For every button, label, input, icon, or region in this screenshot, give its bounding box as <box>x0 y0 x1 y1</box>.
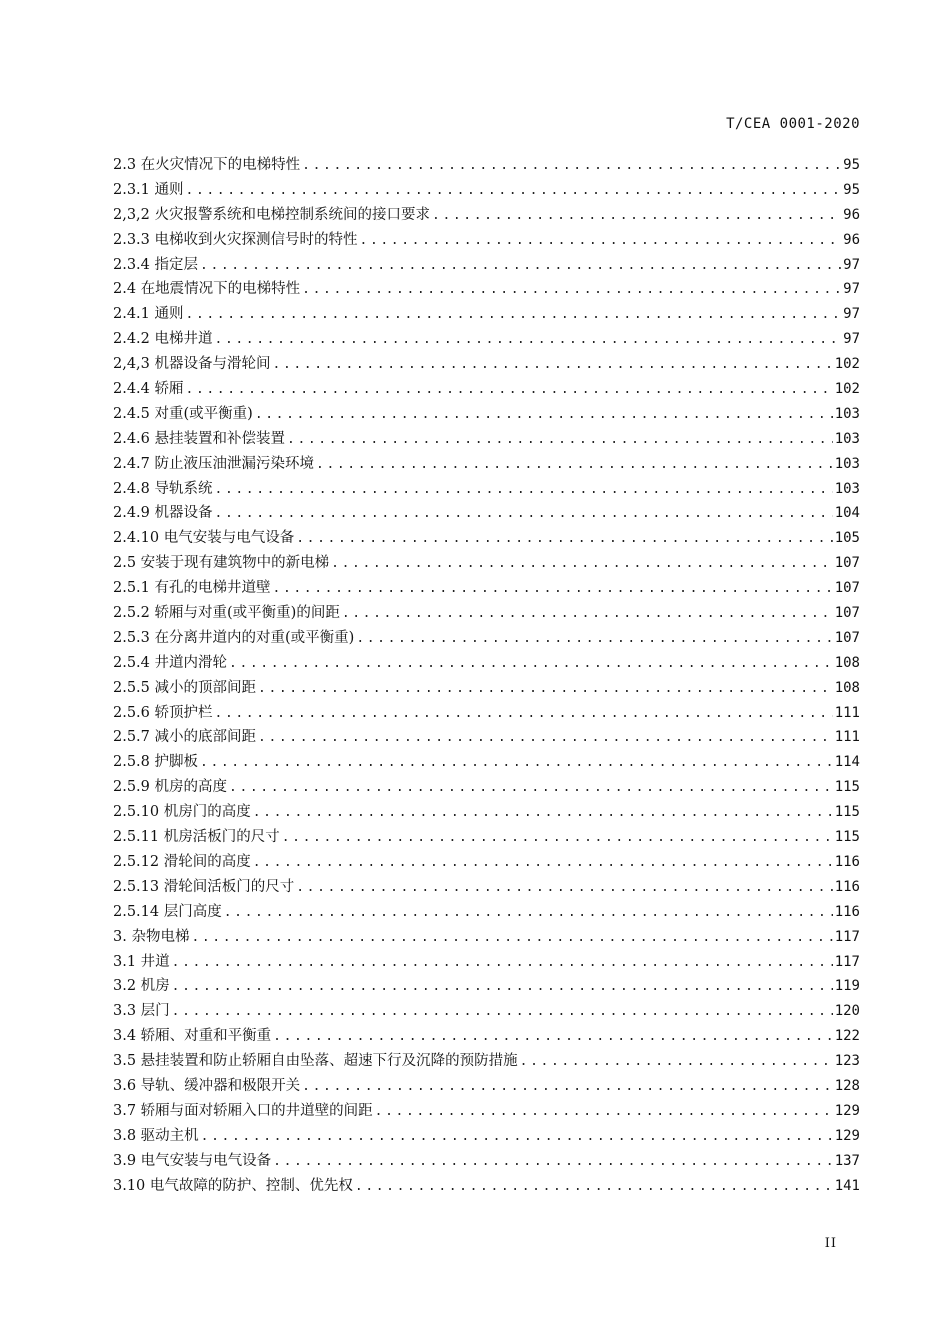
toc-entry-title: 2.5.9 机房的高度 <box>113 779 228 796</box>
toc-entry-title: 2.5.3 在分离井道内的对重(或平衡重) <box>113 629 355 646</box>
toc-entry-page: 108 <box>834 679 860 696</box>
toc-entry-page: 108 <box>834 654 860 671</box>
toc-entry-page: 105 <box>834 530 860 547</box>
toc-entry[interactable] <box>113 1174 860 1199</box>
toc-entry-page: 103 <box>834 455 860 472</box>
toc-entry-title: 2.4.9 机器设备 <box>113 505 213 522</box>
toc-dot-leader <box>186 179 842 204</box>
toc-entry-page: 120 <box>834 1003 860 1020</box>
toc-entry-page: 107 <box>834 605 860 622</box>
toc-entry-title: 2.4.10 电气安装与电气设备 <box>113 530 295 547</box>
toc-dot-leader <box>273 577 833 602</box>
toc-entry-page: 137 <box>834 1152 860 1169</box>
toc-entry-page: 111 <box>834 729 860 746</box>
toc-entry-title: 2.3.3 电梯收到火灾探测信号时的特性 <box>113 231 358 248</box>
toc-entry[interactable] <box>113 775 860 800</box>
toc-entry-page: 117 <box>834 953 860 970</box>
toc-dot-leader <box>273 353 833 378</box>
toc-dot-leader <box>302 1075 833 1100</box>
toc-entry-page: 103 <box>834 430 860 447</box>
toc-entry-page: 115 <box>834 829 860 846</box>
toc-entry-page: 96 <box>843 231 860 248</box>
toc-entry[interactable] <box>113 277 860 302</box>
toc-entry-title: 3.7 轿厢与面对轿厢入口的井道壁的间距 <box>113 1102 373 1119</box>
toc-entry[interactable] <box>113 402 860 427</box>
toc-entry-page: 103 <box>834 480 860 497</box>
toc-entry[interactable] <box>113 477 860 502</box>
toc-entry-title: 2.4.7 防止液压油泄漏污染环境 <box>113 455 315 472</box>
toc-dot-leader <box>215 502 833 527</box>
toc-entry-page: 128 <box>834 1077 860 1094</box>
toc-entry-title: 3.6 导轨、缓冲器和极限开关 <box>113 1077 301 1094</box>
toc-entry-title: 2.5 安装于现有建筑物中的新电梯 <box>113 555 330 572</box>
toc-entry-page: 97 <box>843 256 860 273</box>
toc-entry-title: 2.4.2 电梯井道 <box>113 331 213 348</box>
toc-dot-leader <box>201 1125 833 1150</box>
toc-entry[interactable] <box>113 999 860 1024</box>
toc-entry-page: 103 <box>834 405 860 422</box>
toc-entry-title: 3.1 井道 <box>113 953 170 970</box>
toc-entry-title: 3.8 驱动主机 <box>113 1127 199 1144</box>
toc-dot-leader <box>273 1150 833 1175</box>
toc-dot-leader <box>355 1175 833 1200</box>
toc-dot-leader <box>215 478 833 503</box>
toc-entry[interactable] <box>113 526 860 551</box>
toc-dot-leader <box>253 851 833 876</box>
table-of-contents <box>113 153 860 1198</box>
toc-entry-page: 107 <box>834 629 860 646</box>
toc-entry-title: 2.5.4 井道内滑轮 <box>113 654 228 671</box>
toc-entry-title: 2.4.6 悬挂装置和补偿装置 <box>113 430 286 447</box>
toc-entry-page: 115 <box>834 804 860 821</box>
toc-entry-title: 2.4.1 通则 <box>113 306 184 323</box>
toc-dot-leader <box>200 254 841 279</box>
toc-entry-page: 119 <box>834 978 860 995</box>
toc-entry-page: 129 <box>834 1102 860 1119</box>
document-code: T/CEA 0001-2020 <box>726 116 860 132</box>
toc-entry-title: 3.10 电气故障的防护、控制、优先权 <box>113 1177 353 1194</box>
toc-entry-page: 116 <box>834 903 860 920</box>
toc-entry-page: 116 <box>834 878 860 895</box>
toc-entry-page: 107 <box>834 555 860 572</box>
toc-entry-title: 2.3 在火灾情况下的电梯特性 <box>113 157 301 173</box>
toc-entry-title: 2.5.5 减小的顶部间距 <box>113 679 257 696</box>
toc-dot-leader <box>316 453 833 478</box>
toc-entry-title: 2,4,3 机器设备与滑轮间 <box>113 356 271 373</box>
toc-entry-page: 117 <box>834 928 860 945</box>
toc-dot-leader <box>520 1050 833 1075</box>
toc-entry-title: 2.5.14 层门高度 <box>113 903 222 920</box>
toc-entry-page: 129 <box>834 1127 860 1144</box>
toc-entry[interactable] <box>113 750 860 775</box>
toc-entry[interactable] <box>113 1024 860 1049</box>
toc-entry[interactable] <box>113 228 860 253</box>
toc-entry[interactable] <box>113 1149 860 1174</box>
toc-entry[interactable] <box>113 352 860 377</box>
toc-entry[interactable] <box>113 950 860 975</box>
toc-entry-title: 2.5.7 减小的底部间距 <box>113 729 257 746</box>
toc-entry-title: 2.3.4 指定层 <box>113 256 199 273</box>
toc-entry[interactable] <box>113 974 860 999</box>
toc-entry-page: 111 <box>834 704 860 721</box>
toc-entry-title: 2.5.11 机房活板门的尺寸 <box>113 829 280 846</box>
toc-entry[interactable] <box>113 1099 860 1124</box>
toc-entry-page: 104 <box>834 505 860 522</box>
toc-dot-leader <box>186 303 842 328</box>
page-number: II <box>824 1236 837 1251</box>
toc-entry[interactable] <box>113 253 860 278</box>
toc-entry[interactable] <box>113 850 860 875</box>
toc-entry-title: 3.4 轿厢、对重和平衡重 <box>113 1028 272 1045</box>
toc-entry-page: 95 <box>843 157 860 173</box>
toc-dot-leader <box>258 726 833 751</box>
toc-dot-leader <box>356 627 832 652</box>
toc-entry-title: 2.5.13 滑轮间活板门的尺寸 <box>113 878 295 895</box>
toc-entry[interactable] <box>113 676 860 701</box>
toc-entry-page: 97 <box>843 331 860 348</box>
toc-entry[interactable] <box>113 178 860 203</box>
toc-entry-page: 116 <box>834 853 860 870</box>
toc-entry[interactable] <box>113 725 860 750</box>
toc-entry-page: 102 <box>834 381 860 398</box>
toc-dot-leader <box>172 1000 833 1025</box>
toc-dot-leader <box>172 951 833 976</box>
toc-entry[interactable] <box>113 601 860 626</box>
toc-entry[interactable] <box>113 925 860 950</box>
toc-dot-leader <box>224 901 833 926</box>
toc-entry[interactable] <box>113 203 860 228</box>
toc-dot-leader <box>255 403 833 428</box>
toc-entry-title: 3.3 层门 <box>113 1003 170 1020</box>
toc-entry-page: 114 <box>834 754 860 771</box>
toc-entry-page: 97 <box>843 281 860 298</box>
toc-entry-title: 2.5.6 轿顶护栏 <box>113 704 213 721</box>
toc-dot-leader <box>200 751 833 776</box>
toc-entry-title: 3.5 悬挂装置和防止轿厢自由坠落、超速下行及沉降的预防措施 <box>113 1053 518 1070</box>
toc-entry-title: 2.5.2 轿厢与对重(或平衡重)的间距 <box>113 605 340 622</box>
toc-dot-leader <box>302 278 841 303</box>
toc-entry-page: 96 <box>843 206 860 223</box>
toc-entry[interactable] <box>113 302 860 327</box>
toc-dot-leader <box>229 652 833 677</box>
toc-entry-page: 95 <box>843 181 860 198</box>
toc-dot-leader <box>360 229 842 254</box>
toc-entry-title: 2,3,2 火灾报警系统和电梯控制系统间的接口要求 <box>113 206 431 223</box>
toc-dot-leader <box>191 926 832 951</box>
toc-entry-page: 102 <box>834 356 860 373</box>
toc-entry-page: 123 <box>834 1053 860 1070</box>
toc-entry[interactable] <box>113 427 860 452</box>
toc-entry-page: 97 <box>843 306 860 323</box>
toc-entry-title: 2.4.8 导轨系统 <box>113 480 213 497</box>
toc-entry-title: 2.4.4 轿厢 <box>113 381 184 398</box>
toc-dot-leader <box>287 428 833 453</box>
toc-dot-leader <box>215 702 833 727</box>
toc-entry-title: 2.5.1 有孔的电梯井道壁 <box>113 580 271 597</box>
toc-dot-leader <box>172 975 833 1000</box>
toc-entry-page: 107 <box>834 580 860 597</box>
toc-entry[interactable] <box>113 1074 860 1099</box>
toc-entry-title: 3.9 电气安装与电气设备 <box>113 1152 272 1169</box>
toc-dot-leader <box>282 826 833 851</box>
toc-entry-title: 2.3.1 通则 <box>113 181 184 198</box>
toc-dot-leader <box>258 677 833 702</box>
toc-entry-title: 2.4 在地震情况下的电梯特性 <box>113 281 301 298</box>
toc-dot-leader <box>229 776 833 801</box>
toc-entry[interactable] <box>113 900 860 925</box>
toc-entry-page: 122 <box>834 1028 860 1045</box>
toc-entry[interactable] <box>113 626 860 651</box>
toc-entry[interactable] <box>113 651 860 676</box>
toc-dot-leader <box>186 378 833 403</box>
toc-dot-leader <box>215 328 842 353</box>
toc-dot-leader <box>273 1025 833 1050</box>
toc-entry-title: 2.4.5 对重(或平衡重) <box>113 405 253 422</box>
toc-entry-title: 3. 杂物电梯 <box>113 928 190 945</box>
toc-entry[interactable] <box>113 153 860 178</box>
toc-entry[interactable] <box>113 1124 860 1149</box>
toc-entry[interactable] <box>113 875 860 900</box>
toc-entry-title: 3.2 机房 <box>113 978 170 995</box>
toc-entry[interactable] <box>113 701 860 726</box>
toc-entry-title: 2.5.10 机房门的高度 <box>113 804 251 821</box>
toc-entry[interactable] <box>113 452 860 477</box>
toc-entry[interactable] <box>113 551 860 576</box>
toc-entry[interactable] <box>113 1049 860 1074</box>
toc-dot-leader <box>296 527 832 552</box>
toc-dot-leader <box>331 552 833 577</box>
toc-dot-leader <box>302 154 841 179</box>
toc-entry[interactable] <box>113 327 860 352</box>
toc-entry-page: 115 <box>834 779 860 796</box>
toc-entry[interactable] <box>113 800 860 825</box>
toc-dot-leader <box>253 801 833 826</box>
toc-entry-page: 141 <box>834 1177 860 1194</box>
toc-dot-leader <box>342 602 833 627</box>
toc-dot-leader <box>432 204 841 229</box>
toc-entry[interactable] <box>113 501 860 526</box>
toc-entry[interactable] <box>113 576 860 601</box>
toc-dot-leader <box>375 1100 833 1125</box>
toc-entry-title: 2.5.8 护脚板 <box>113 754 199 771</box>
toc-dot-leader <box>296 876 832 901</box>
toc-entry[interactable] <box>113 825 860 850</box>
toc-entry-title: 2.5.12 滑轮间的高度 <box>113 853 251 870</box>
toc-entry[interactable] <box>113 377 860 402</box>
